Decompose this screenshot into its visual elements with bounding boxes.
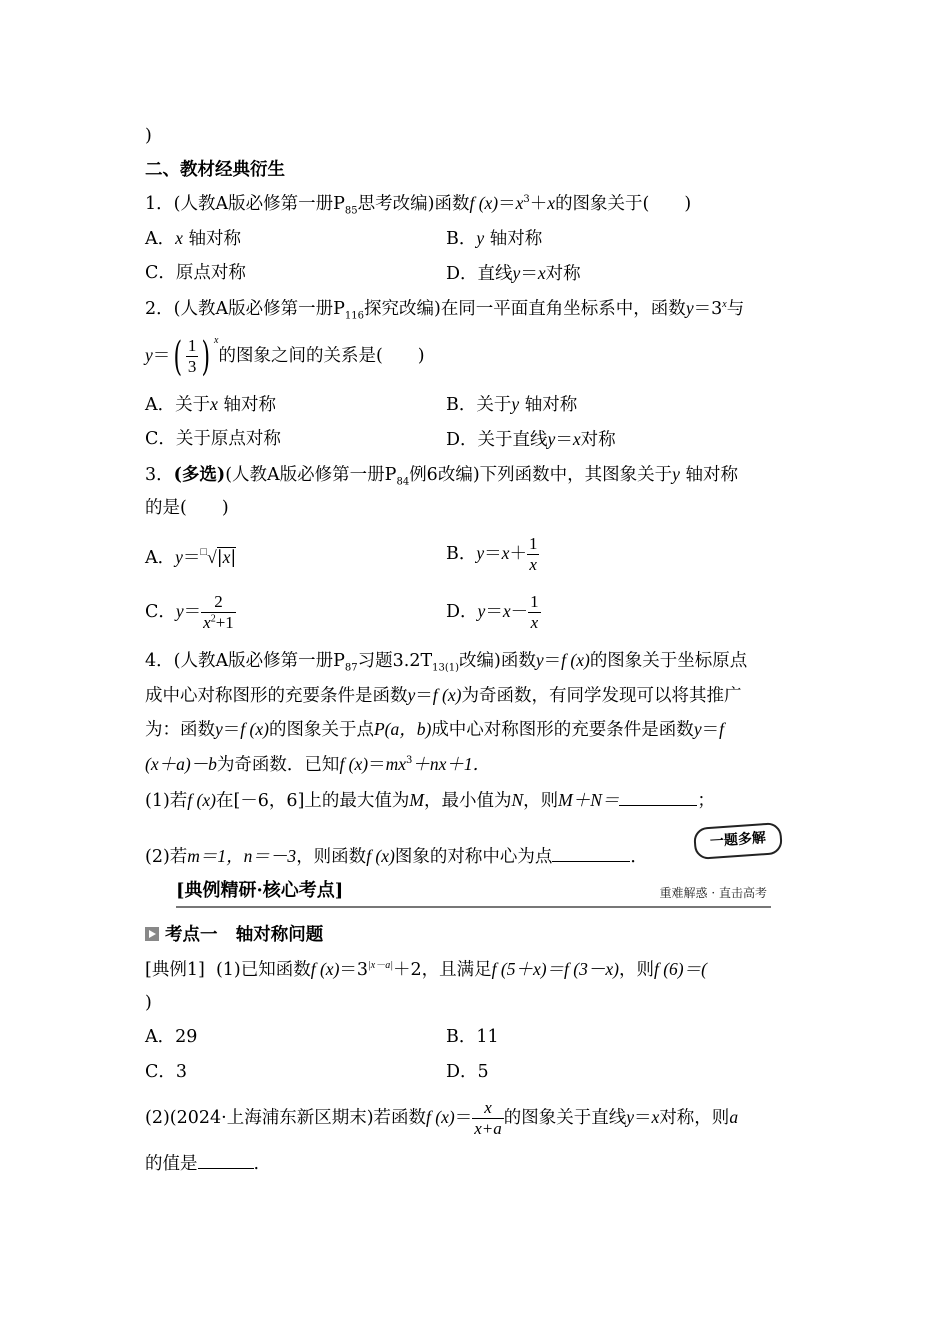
section-title: [典例精研·核心考点] [176,880,344,901]
q2-option-b: B．关于y 轴对称 [446,394,578,415]
cube-root-abs-x: □ [200,546,208,558]
ex1-option-d: D．5 [446,1062,489,1082]
multi-solution-badge: 一题多解 [693,822,783,860]
q1-stem: 1．(人教A版必修第一册$P_{85}$思考改编)函数f $(x)=x^3+x$的图象关于( ) [145,193,692,217]
section-bar [176,878,771,908]
q2-option-c: C．关于原点对称 [145,429,281,449]
q2-stem: 2．(人教A版必修第一册$P_{116}$探究改编)在同一平面直角坐标系中，函数$y=3^x$与 [145,298,745,322]
q4-line-3: 为：函数y＝f (x)的图象关于点P(a，b)成中心对称图形的充要条件是函数y＝f [145,719,724,740]
q2-stem-2: y＝( $\frac{1}{3}$ ) $^x$的图象之间的关系是( ) [145,333,425,380]
ex1-part2-line2: 的值是 . [145,1150,259,1176]
answer-blank[interactable] [619,787,697,806]
answer-blank[interactable] [198,1150,254,1169]
q4-line-4: (x＋a)－b为奇函数．已知f $(x)=mx^3+nx+1$． [145,754,491,775]
ex1-part2: (2)(2024·上海浦东新区期末)若函数f (x)＝ $\frac{x}{x+a}$ 的图象关于直线y＝x对称，则a [145,1098,739,1138]
q2-option-a: A．关于x 轴对称 [145,394,276,415]
q3-stem: 3．(多选)(人教A版必修第一册$P_{84}$例6改编)下列函数中，其图象关于y 轴对称 [145,464,739,488]
q4-line-2: 成中心对称图形的充要条件是函数y＝f (x)为奇函数，有同学发现可以将其推广 [145,685,742,706]
kaodian-heading: 考点一 轴对称问题 [145,923,323,947]
section-heading: 二、教材经典衍生 [145,160,285,180]
carry-paren: ) [145,126,152,146]
section-subtitle: 重难解惑 · 直击高考 [659,886,767,900]
q3-option-d: D．y＝x－ $\frac{1}{x}$ [446,592,539,632]
q3-option-a: A．y＝□√|x| [145,546,237,568]
q1-option-d: D．直线y＝x对称 [446,263,581,284]
answer-blank[interactable] [552,843,630,862]
q1-option-b: B．y 轴对称 [446,228,543,249]
play-triangle-icon [145,927,159,941]
q4-line-1: 4．(人教A版必修第一册$P_{87}$习题$3.2T_{13(1)}$改编)函数y＝f (x)的图象关于坐标原点 [145,650,748,674]
q1-option-a: A．x 轴对称 [145,228,241,249]
q4-sub-1: (1)若f (x)在[－6，6]上的最大值为M，最小值为N，则M＋N＝ ； [145,787,715,813]
ex1-option-c: C．3 [145,1062,188,1082]
q2-fraction: $\frac{1}{3}$ [187,336,197,376]
ex1-option-a: A．29 [145,1027,198,1047]
q3-option-b: B．y＝x＋ $\frac{1}{x}$ [446,534,538,574]
q4-sub-2: (2)若m＝1，n＝－3，则函数f (x)图象的对称中心为点 ． [145,843,648,869]
ex1-close: ) [145,993,152,1013]
q3-stem-2: 的是( ) [145,498,229,518]
q2-option-d: D．关于直线y＝x对称 [446,429,616,450]
q3-option-c: C．y＝ $\frac{2}{x^2+1}$ [145,592,234,632]
ex1-option-b: B．11 [446,1027,499,1047]
ex1-part1: [典例1] (1)已知函数f $(x)=3^{|x-a|}+2$，且满足f (5＋x)＝f (3－x)，则f (6)＝( [145,959,707,980]
q1-option-c: C．原点对称 [145,263,246,283]
